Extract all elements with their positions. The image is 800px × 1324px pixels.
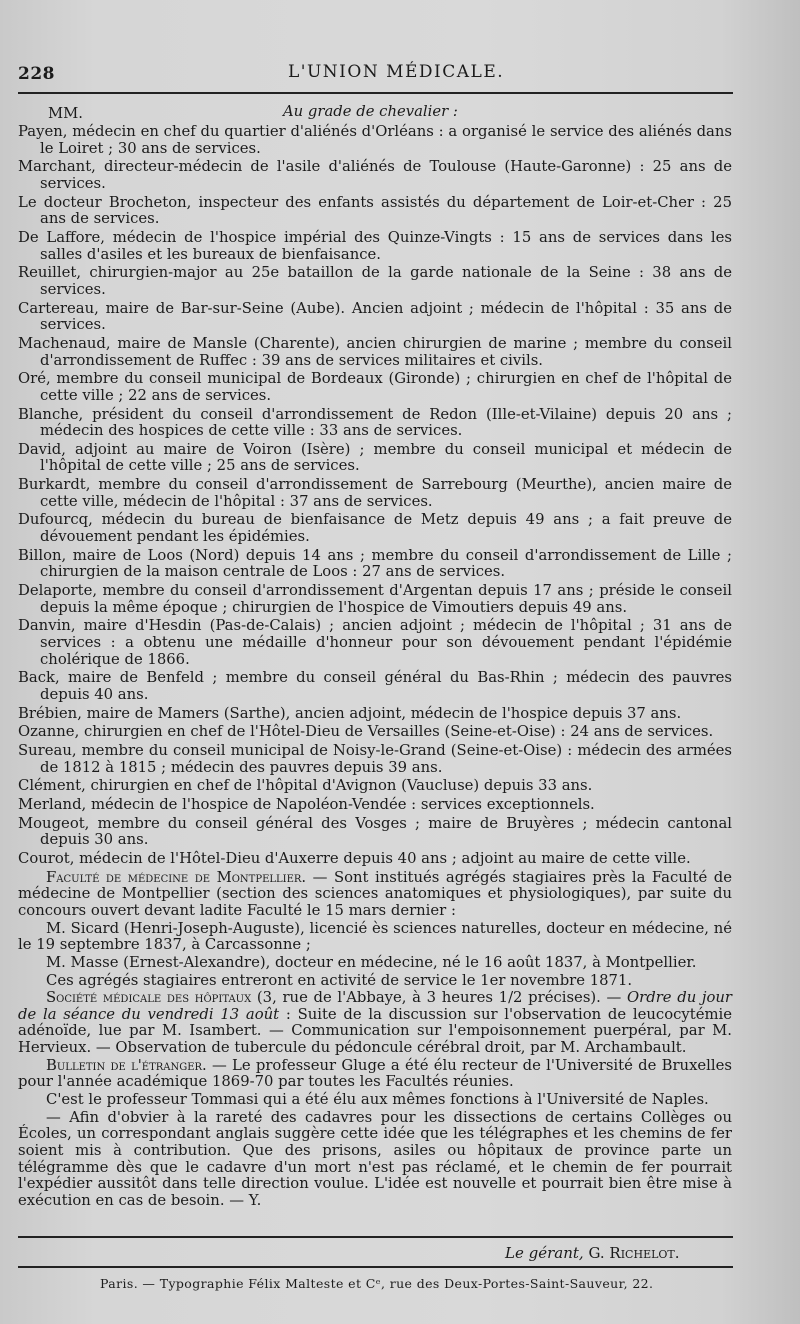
- notice-line: C'est le professeur Tommasi qui a été élu aux mêmes fonctions à l'Université de Naples.: [46, 1091, 709, 1109]
- notice-line: — Afin d'obvier à la rareté des cadavres pour les dissections de certains Collèges ou Écoles, un correspondant anglais suggère cette idée que les télégraphes et les chemins de fer soient mis à contribution. Que des prisons, asiles ou hôpitaux de province parte un télégramme dès que le cadavre d'un mort n'est pas réclamé, et le chemin de fer pourrait l'expédier aussitôt dans telle direction voulue. L'idée est nouvelle et pourrait bien être mise à exécution en cas de besoin. — Y.: [18, 1108, 732, 1210]
- appointee-line: M. Masse (Ernest-Alexandre), docteur en médecine, né le 16 août 1837, à Montpellier.: [46, 953, 697, 971]
- article-body: [18, 104, 732, 1211]
- signature: [505, 1244, 680, 1262]
- award-entry: Reuillet, chirurgien-major au 25e bataillon de la garde nationale de la Seine : 38 ans de services.: [18, 264, 732, 298]
- imprint-rule: [18, 1266, 733, 1268]
- award-entry: Blanche, président du conseil d'arrondissement de Redon (Ille-et-Vilaine) depuis 20 ans ; médecin des hospices de cette ville : 33 ans de services.: [18, 405, 732, 440]
- header-rule: [18, 92, 733, 94]
- award-entry: Back, maire de Benfeld ; membre du conseil général du Bas-Rhin ; médecin des pauvres depuis 40 ans.: [18, 669, 732, 703]
- notice-line: Ces agrégés stagiaires entreront en activité de service le 1er novembre 1871.: [46, 971, 633, 989]
- page-number: 228: [18, 64, 55, 84]
- appointee-line: M. Sicard (Henri-Joseph-Auguste), licencié ès sciences naturelles, docteur en médecine, né le 19 septembre 1837, à Carcassonne ;: [18, 919, 732, 954]
- notice-text: (3, rue de l'Abbaye, à 3 heures 1/2 précises). —: [251, 989, 628, 1007]
- award-entry: Payen, médecin en chef du quartier d'aliénés d'Orléans : a organisé le service des aliénés dans le Loiret ; 30 ans de services.: [18, 123, 732, 157]
- bulletin-notice: [18, 1058, 732, 1091]
- societe-notice: [18, 990, 732, 1057]
- award-entry: Ozanne, chirurgien en chef de l'Hôtel-Dieu de Versailles (Seine-et-Oise) : 24 ans de services.: [18, 723, 714, 741]
- salutation: MM.: [48, 105, 84, 122]
- award-entry: Merland, médecin de l'hospice de Napoléon-Vendée : services exceptionnels.: [18, 795, 595, 813]
- notice-text: : Suite de la discussion sur l'observation de leucocytémie adénoïde, lue par M. Isambert. — Communication sur l'empoisonnement puerpéral, par M. Hervieux. — Observation de tubercule du pédoncule cérébral droit, par M. Archambault.: [18, 1005, 732, 1057]
- notice-text: — Sont institués agrégés stagiaires près la Faculté de médecine de Montpellier (section des sciences anatomiques et physiologiques), par suite du concours ouvert devant ladite Faculté le 15 mars dernier :: [18, 868, 732, 919]
- award-entry: David, adjoint au maire de Voiron (Isère) ; membre du conseil municipal et médecin de l'hôpital de cette ville ; 25 ans de services.: [18, 440, 732, 475]
- award-entry: Marchant, directeur-médecin de l'asile d'aliénés de Toulouse (Haute-Garonne) : 25 ans de services.: [18, 158, 732, 192]
- award-entry: Oré, membre du conseil municipal de Bordeaux (Gironde) ; chirurgien en chef de l'hôpital de cette ville ; 22 ans de services.: [18, 370, 732, 404]
- award-entry: Billon, maire de Loos (Nord) depuis 14 ans ; membre du conseil d'arrondissement de Lille ; chirurgien de la maison centrale de Loos : 27 ans de services.: [18, 546, 732, 581]
- running-title: L'UNION MÉDICALE.: [288, 62, 505, 82]
- grade-title: Au grade de chevalier :: [283, 103, 458, 120]
- page-header: [18, 62, 718, 88]
- award-entry: Clément, chirurgien en chef de l'hôpital d'Avignon (Vaucluse) depuis 33 ans.: [18, 777, 593, 795]
- award-entry: Delaporte, membre du conseil d'arrondissement d'Argentan depuis 17 ans ; préside le conseil depuis la même époque ; chirurgien de l'hospice de Vimoutiers depuis 49 ans.: [18, 582, 732, 616]
- award-entry: Le docteur Brocheton, inspecteur des enfants assistés du département de Loir-et-Cher : 25 ans de services.: [18, 193, 732, 228]
- montpellier-notice: [18, 870, 732, 920]
- award-entry: Burkardt, membre du conseil d'arrondissement de Sarrebourg (Meurthe), ancien maire de cette ville, médecin de l'hôpital : 37 ans de services.: [18, 476, 732, 510]
- award-entry: Machenaud, maire de Mansle (Charente), ancien chirurgien de marine ; membre du conseil d'arrondissement de Ruffec : 39 ans de services militaires et civils.: [18, 334, 732, 369]
- section-heading: Bulletin de l'étranger.: [46, 1056, 207, 1074]
- awards-heading: [18, 104, 732, 124]
- award-entry: Brébien, maire de Mamers (Sarthe), ancien adjoint, médecin de l'hospice depuis 37 ans.: [18, 704, 682, 722]
- award-entry: Danvin, maire d'Hesdin (Pas-de-Calais) ; ancien adjoint ; médecin de l'hôpital ; 31 ans de services : a obtenu une médaille d'honneur pour son dévouement pendant l'épidémie cholérique de 1866.: [18, 617, 732, 668]
- agenda-label: Ordre du jour de la séance du vendredi 13 août: [18, 989, 733, 1023]
- section-heading: Faculté de médecine de Montpellier.: [46, 868, 307, 886]
- gerant-label: Le gérant,: [505, 1244, 584, 1262]
- award-entry: Cartereau, maire de Bar-sur-Seine (Aube). Ancien adjoint ; médecin de l'hôpital : 35 ans de services.: [18, 299, 732, 334]
- award-entry: Sureau, membre du conseil municipal de Noisy-le-Grand (Seine-et-Oise) : médecin des armées de 1812 à 1815 ; médecin des pauvres depuis 39 ans.: [18, 741, 732, 776]
- printer-imprint: Paris. — Typographie Félix Malteste et Cᵉ, rue des Deux-Portes-Saint-Sauveur, 22.: [100, 1276, 654, 1291]
- section-heading: Société médicale des hôpitaux: [46, 989, 252, 1007]
- notice-text: — Le professeur Gluge a été élu recteur de l'Université de Bruxelles pour l'année académique 1869-70 par toutes les Facultés réunies.: [18, 1056, 732, 1091]
- award-entry: De Laffore, médecin de l'hospice impérial des Quinze-Vingts : 15 ans de services dans les salles d'asiles et les bureaux de bienfaisance.: [18, 228, 732, 263]
- award-list: [18, 124, 732, 868]
- gerant-name: G. Richelot.: [588, 1244, 680, 1262]
- award-entry: Dufourcq, médecin du bureau de bienfaisance de Metz depuis 49 ans ; a fait preuve de dévouement pendant les épidémies.: [18, 511, 732, 546]
- award-entry: Courot, médecin de l'Hôtel-Dieu d'Auxerre depuis 40 ans ; adjoint au maire de cette ville.: [18, 849, 691, 867]
- award-entry: Mougeot, membre du conseil général des Vosges ; maire de Bruyères ; médecin cantonal depuis 30 ans.: [18, 814, 732, 849]
- footer-rule: [18, 1236, 733, 1238]
